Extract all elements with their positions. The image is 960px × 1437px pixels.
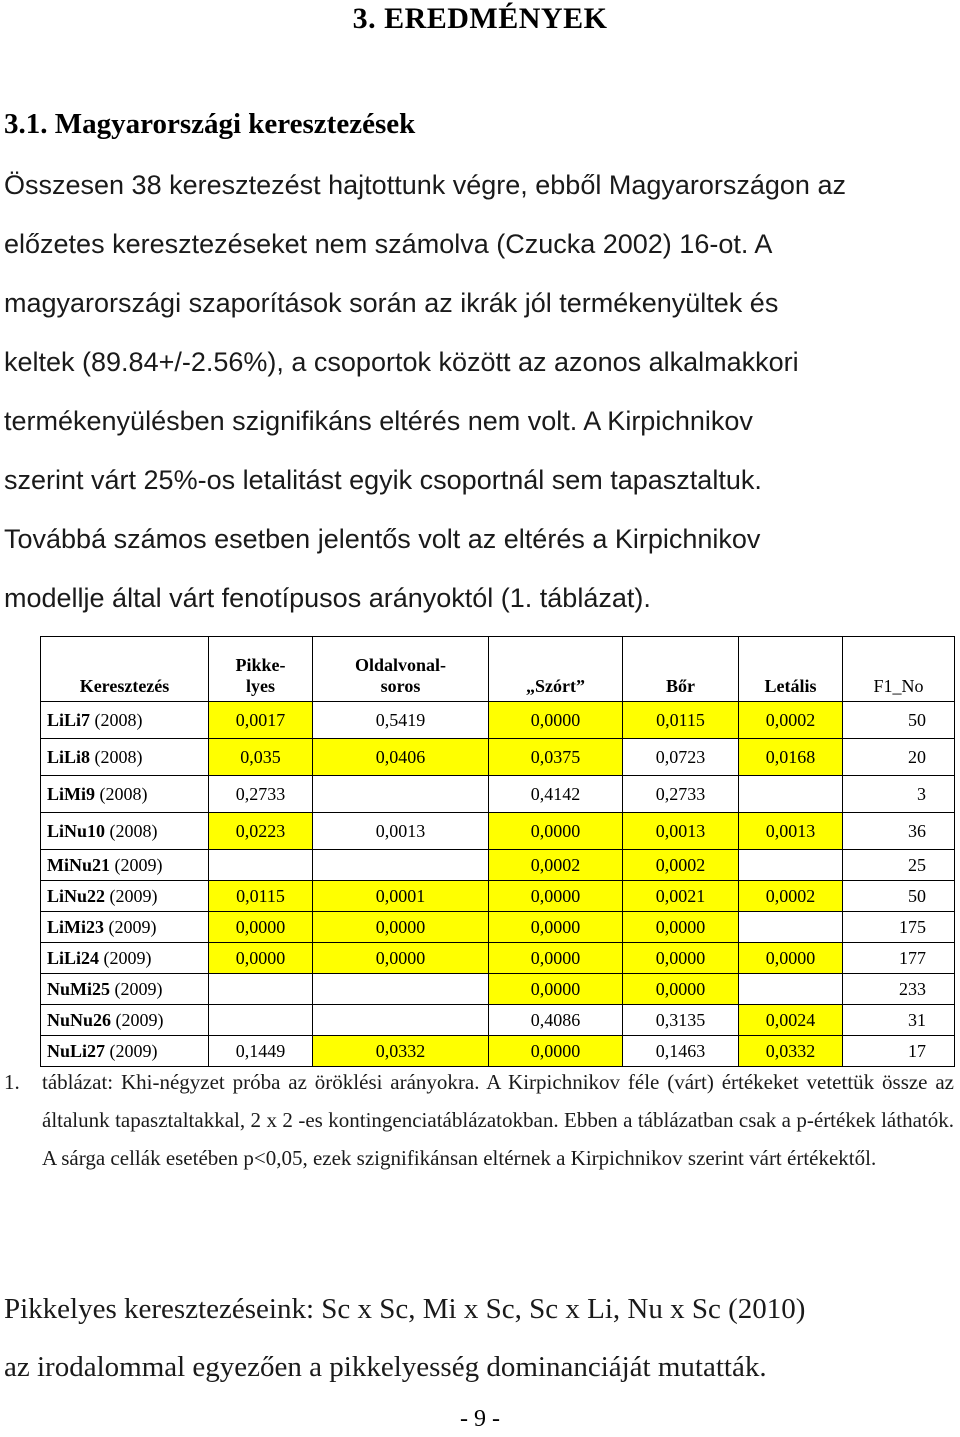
cell-p-value: 0,4142	[489, 776, 623, 813]
table-row	[41, 943, 955, 974]
cell-p-value: 0,1449	[209, 1036, 313, 1067]
cell-p-value: 0,0000	[489, 702, 623, 739]
cell-p-value	[313, 850, 489, 881]
cell-p-value: 0,0002	[623, 850, 739, 881]
header-bor: Bőr	[623, 637, 739, 702]
cell-p-value: 0,0002	[489, 850, 623, 881]
table-row	[41, 974, 955, 1005]
cell-p-value: 0,0115	[623, 702, 739, 739]
cell-p-value	[313, 1005, 489, 1036]
table-row	[41, 912, 955, 943]
cell-p-value: 0,0223	[209, 813, 313, 850]
intro-line: modellje által várt fenotípusos arányoktól (1. táblázat).	[4, 583, 651, 613]
cell-p-value: 0,0375	[489, 739, 623, 776]
cell-f1-count: 31	[843, 1005, 955, 1036]
table-row	[41, 739, 955, 776]
header-pikkelyes: Pikke- lyes	[209, 637, 313, 702]
cell-p-value: 0,2733	[623, 776, 739, 813]
cell-p-value: 0,0013	[313, 813, 489, 850]
cell-p-value: 0,1463	[623, 1036, 739, 1067]
cell-p-value: 0,0017	[209, 702, 313, 739]
cell-cross-name	[41, 776, 209, 813]
cross-code: LiLi7	[47, 709, 91, 730]
cross-code: NuNu26	[47, 1009, 112, 1030]
cell-p-value: 0,0000	[313, 912, 489, 943]
cross-code: LiLi8	[47, 746, 91, 767]
cell-p-value: 0,0000	[739, 943, 843, 974]
header-letalis: Letális	[739, 637, 843, 702]
cross-code: LiNu22	[47, 885, 106, 906]
outro-line: Pikkelyes keresztezéseink: Sc x Sc, Mi x Sc, Sc x Li, Nu x Sc (2010)	[4, 1293, 806, 1325]
cell-cross-name	[41, 1005, 209, 1036]
page-number: - 9 -	[460, 1406, 500, 1432]
cell-p-value: 0,0168	[739, 739, 843, 776]
table-row	[41, 1005, 955, 1036]
cell-p-value: 0,0000	[489, 912, 623, 943]
table-row	[41, 881, 955, 912]
cross-code: LiNu10	[47, 820, 106, 841]
cell-p-value: 0,0000	[623, 912, 739, 943]
cell-p-value: 0,0000	[209, 943, 313, 974]
cell-cross-name	[41, 912, 209, 943]
cell-p-value	[739, 974, 843, 1005]
cell-cross-name	[41, 702, 209, 739]
intro-line: előzetes keresztezéseket nem számolva (Czucka 2002) 16-ot. A	[4, 229, 773, 259]
table-row	[41, 813, 955, 850]
cell-f1-count: 177	[843, 943, 955, 974]
cell-p-value: 0,0723	[623, 739, 739, 776]
table-row	[41, 702, 955, 739]
intro-line: magyarországi szaporítások során az ikrák jól termékenyültek és	[4, 288, 779, 318]
cell-p-value	[739, 850, 843, 881]
cell-p-value: 0,5419	[313, 702, 489, 739]
caption-number: 1.	[4, 1070, 20, 1094]
header-oldalvonalsoros: Oldalvonal- soros	[313, 637, 489, 702]
cell-p-value: 0,0024	[739, 1005, 843, 1036]
cell-p-value: 0,0000	[623, 974, 739, 1005]
cell-f1-count: 3	[843, 776, 955, 813]
cell-f1-count: 233	[843, 974, 955, 1005]
cell-p-value: 0,0000	[489, 974, 623, 1005]
header-keresztezes: Keresztezés	[41, 637, 209, 702]
cell-p-value	[739, 776, 843, 813]
cell-p-value: 0,035	[209, 739, 313, 776]
cell-p-value	[209, 974, 313, 1005]
table-caption	[4, 1063, 954, 1177]
cell-p-value: 0,0013	[623, 813, 739, 850]
cell-f1-count: 25	[843, 850, 955, 881]
cell-cross-name	[41, 943, 209, 974]
cell-p-value: 0,0332	[739, 1036, 843, 1067]
table-body	[41, 702, 955, 1067]
caption-text: táblázat: Khi-négyzet próba az öröklési arányokra. A Kirpichnikov féle (várt) értékeket vetettük össze az általunk tapasztaltakkal, 2 x 2 -es kontingenciatáblázatokban. Ebben a táblázatban csak a p-értékek láthatók. A sárga cellák esetében p<0,05, ezek szignifikánsan eltérnek a Kirpichnikov szerint várt értékektől.	[42, 1070, 954, 1170]
intro-line: Összesen 38 keresztezést hajtottunk végre, ebből Magyarországon az	[4, 170, 846, 200]
intro-paragraph	[4, 156, 956, 628]
cell-f1-count: 20	[843, 739, 955, 776]
results-table	[40, 636, 955, 1067]
cell-p-value: 0,0000	[313, 943, 489, 974]
cell-p-value: 0,0021	[623, 881, 739, 912]
cell-p-value: 0,0332	[313, 1036, 489, 1067]
cross-year: (2009)	[103, 947, 152, 968]
cross-year: (2009)	[109, 1040, 158, 1061]
cross-year: (2009)	[115, 1009, 164, 1030]
cross-year: (2008)	[109, 820, 158, 841]
table-row	[41, 1036, 955, 1067]
header-f1-no: F1_No	[843, 637, 955, 702]
cell-p-value	[739, 912, 843, 943]
cell-cross-name	[41, 1036, 209, 1067]
cell-cross-name	[41, 881, 209, 912]
cell-p-value: 0,0013	[739, 813, 843, 850]
cell-p-value: 0,0001	[313, 881, 489, 912]
cell-f1-count: 17	[843, 1036, 955, 1067]
cell-p-value: 0,0000	[489, 1036, 623, 1067]
intro-line: szerint várt 25%-os letalitást egyik csoportnál sem tapasztaltuk.	[4, 465, 762, 495]
cell-cross-name	[41, 974, 209, 1005]
cell-p-value: 0,0000	[489, 813, 623, 850]
outro-line: az irodalommal egyezően a pikkelyesség dominanciáját mutatták.	[4, 1351, 767, 1383]
intro-line: Továbbá számos esetben jelentős volt az eltérés a Kirpichnikov	[4, 524, 761, 554]
cell-f1-count: 36	[843, 813, 955, 850]
outro-paragraph	[4, 1280, 956, 1396]
cell-p-value: 0,0002	[739, 702, 843, 739]
table-header-row	[41, 637, 955, 702]
cross-code: NuLi27	[47, 1040, 106, 1061]
cross-year: (2008)	[94, 746, 143, 767]
cross-year: (2009)	[114, 978, 163, 999]
cell-p-value: 0,0406	[313, 739, 489, 776]
cell-cross-name	[41, 813, 209, 850]
cell-f1-count: 50	[843, 881, 955, 912]
cross-year: (2009)	[109, 885, 158, 906]
cell-cross-name	[41, 739, 209, 776]
cross-code: LiMi9	[47, 783, 95, 804]
intro-line: keltek (89.84+/-2.56%), a csoportok között az azonos alkalmakkori	[4, 347, 799, 377]
intro-line: termékenyülésben szignifikáns eltérés nem volt. A Kirpichnikov	[4, 406, 753, 436]
cell-p-value: 0,4086	[489, 1005, 623, 1036]
cell-p-value	[209, 850, 313, 881]
cell-f1-count: 50	[843, 702, 955, 739]
header-szort: „Szórt”	[489, 637, 623, 702]
cell-p-value: 0,3135	[623, 1005, 739, 1036]
cell-p-value	[209, 1005, 313, 1036]
cell-p-value	[313, 776, 489, 813]
cross-code: LiMi23	[47, 916, 104, 937]
cross-code: MiNu21	[47, 854, 110, 875]
cross-code: NuMi25	[47, 978, 110, 999]
cell-p-value: 0,2733	[209, 776, 313, 813]
cell-p-value: 0,0002	[739, 881, 843, 912]
section-title: 3.1. Magyarországi keresztezések	[4, 108, 416, 140]
cross-year: (2009)	[114, 854, 163, 875]
cross-year: (2008)	[99, 783, 148, 804]
table-row	[41, 776, 955, 813]
cell-p-value: 0,0000	[623, 943, 739, 974]
cell-p-value: 0,0115	[209, 881, 313, 912]
cell-p-value	[313, 974, 489, 1005]
cell-p-value: 0,0000	[489, 881, 623, 912]
cell-cross-name	[41, 850, 209, 881]
cell-p-value: 0,0000	[489, 943, 623, 974]
cross-code: LiLi24	[47, 947, 100, 968]
table-row	[41, 850, 955, 881]
cross-year: (2009)	[108, 916, 157, 937]
chapter-title: 3. EREDMÉNYEK	[352, 2, 608, 35]
cross-year: (2008)	[94, 709, 143, 730]
cell-p-value: 0,0000	[209, 912, 313, 943]
cell-f1-count: 175	[843, 912, 955, 943]
